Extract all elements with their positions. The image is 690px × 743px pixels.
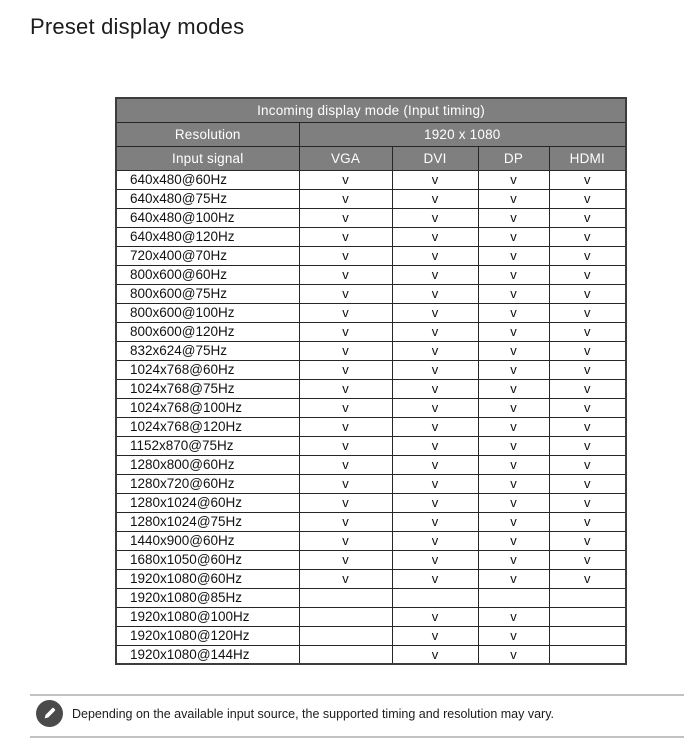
hdmi-support-cell: v xyxy=(549,474,626,493)
dvi-support-cell: v xyxy=(392,208,478,227)
mode-cell: 1024x768@120Hz xyxy=(116,417,299,436)
table-row xyxy=(116,493,626,512)
dp-support-cell: v xyxy=(478,398,549,417)
dp-support-cell: v xyxy=(478,246,549,265)
mode-cell: 800x600@100Hz xyxy=(116,303,299,322)
resolution-label: Resolution xyxy=(116,122,299,146)
table-row xyxy=(116,550,626,569)
dvi-support-cell: v xyxy=(392,189,478,208)
vga-support-cell xyxy=(299,626,392,645)
dvi-support-cell: v xyxy=(392,512,478,531)
preset-display-modes-table xyxy=(115,97,627,665)
dvi-support-cell: v xyxy=(392,170,478,189)
vga-support-cell: v xyxy=(299,531,392,550)
dvi-support-cell: v xyxy=(392,436,478,455)
dvi-support-cell: v xyxy=(392,550,478,569)
mode-cell: 1920x1080@100Hz xyxy=(116,607,299,626)
dvi-support-cell: v xyxy=(392,246,478,265)
dvi-support-cell: v xyxy=(392,569,478,588)
hdmi-support-cell: v xyxy=(549,246,626,265)
mode-cell: 1920x1080@60Hz xyxy=(116,569,299,588)
hdmi-support-cell: v xyxy=(549,493,626,512)
hdmi-support-cell xyxy=(549,645,626,664)
vga-support-cell: v xyxy=(299,417,392,436)
vga-support-cell: v xyxy=(299,341,392,360)
dvi-support-cell: v xyxy=(392,645,478,664)
column-header-dvi: DVI xyxy=(392,146,478,170)
page-title: Preset display modes xyxy=(30,14,245,39)
table-row xyxy=(116,227,626,246)
dp-support-cell: v xyxy=(478,284,549,303)
note-divider-top xyxy=(30,694,684,696)
mode-cell: 640x480@120Hz xyxy=(116,227,299,246)
dp-support-cell xyxy=(478,588,549,607)
table-row xyxy=(116,284,626,303)
dp-support-cell: v xyxy=(478,322,549,341)
vga-support-cell: v xyxy=(299,246,392,265)
dvi-support-cell: v xyxy=(392,474,478,493)
hdmi-support-cell: v xyxy=(549,208,626,227)
dvi-support-cell: v xyxy=(392,626,478,645)
mode-cell: 1024x768@60Hz xyxy=(116,360,299,379)
mode-cell: 832x624@75Hz xyxy=(116,341,299,360)
mode-cell: 640x480@100Hz xyxy=(116,208,299,227)
dvi-support-cell: v xyxy=(392,341,478,360)
hdmi-support-cell: v xyxy=(549,550,626,569)
mode-cell: 1280x1024@75Hz xyxy=(116,512,299,531)
table-body xyxy=(116,170,626,664)
dp-support-cell: v xyxy=(478,189,549,208)
hdmi-support-cell: v xyxy=(549,322,626,341)
dp-support-cell: v xyxy=(478,170,549,189)
table-row xyxy=(116,417,626,436)
dp-support-cell: v xyxy=(478,379,549,398)
dvi-support-cell: v xyxy=(392,322,478,341)
dp-support-cell: v xyxy=(478,550,549,569)
table-row xyxy=(116,569,626,588)
resolution-value: 1920 x 1080 xyxy=(299,122,626,146)
hdmi-support-cell: v xyxy=(549,265,626,284)
dp-support-cell: v xyxy=(478,645,549,664)
table-title: Incoming display mode (Input timing) xyxy=(116,98,626,122)
mode-cell: 1280x720@60Hz xyxy=(116,474,299,493)
hdmi-support-cell: v xyxy=(549,398,626,417)
note-pencil-icon xyxy=(36,700,63,727)
hdmi-support-cell: v xyxy=(549,569,626,588)
table-row xyxy=(116,398,626,417)
mode-cell: 640x480@75Hz xyxy=(116,189,299,208)
vga-support-cell: v xyxy=(299,474,392,493)
vga-support-cell: v xyxy=(299,455,392,474)
dp-support-cell: v xyxy=(478,607,549,626)
dp-support-cell: v xyxy=(478,474,549,493)
vga-support-cell: v xyxy=(299,284,392,303)
mode-cell: 1440x900@60Hz xyxy=(116,531,299,550)
column-header-dp: DP xyxy=(478,146,549,170)
vga-support-cell: v xyxy=(299,360,392,379)
vga-support-cell: v xyxy=(299,398,392,417)
dvi-support-cell: v xyxy=(392,227,478,246)
input-signal-label: Input signal xyxy=(116,146,299,170)
dvi-support-cell: v xyxy=(392,265,478,284)
table-row xyxy=(116,379,626,398)
hdmi-support-cell: v xyxy=(549,360,626,379)
dvi-support-cell: v xyxy=(392,607,478,626)
hdmi-support-cell: v xyxy=(549,512,626,531)
vga-support-cell xyxy=(299,588,392,607)
dvi-support-cell xyxy=(392,588,478,607)
dp-support-cell: v xyxy=(478,436,549,455)
mode-cell: 1680x1050@60Hz xyxy=(116,550,299,569)
vga-support-cell: v xyxy=(299,379,392,398)
dp-support-cell: v xyxy=(478,531,549,550)
hdmi-support-cell: v xyxy=(549,341,626,360)
dvi-support-cell: v xyxy=(392,303,478,322)
hdmi-support-cell: v xyxy=(549,436,626,455)
note-divider-bottom xyxy=(30,736,684,738)
mode-cell: 1280x1024@60Hz xyxy=(116,493,299,512)
vga-support-cell xyxy=(299,645,392,664)
dp-support-cell: v xyxy=(478,569,549,588)
vga-support-cell: v xyxy=(299,512,392,531)
mode-cell: 800x600@60Hz xyxy=(116,265,299,284)
table-row xyxy=(116,512,626,531)
vga-support-cell: v xyxy=(299,322,392,341)
mode-cell: 1920x1080@144Hz xyxy=(116,645,299,664)
mode-cell: 720x400@70Hz xyxy=(116,246,299,265)
table-row xyxy=(116,474,626,493)
column-header-vga: VGA xyxy=(299,146,392,170)
dvi-support-cell: v xyxy=(392,284,478,303)
column-header-hdmi: HDMI xyxy=(549,146,626,170)
mode-cell: 800x600@120Hz xyxy=(116,322,299,341)
vga-support-cell: v xyxy=(299,303,392,322)
column-headers-row xyxy=(116,146,626,170)
vga-support-cell: v xyxy=(299,550,392,569)
mode-cell: 1920x1080@120Hz xyxy=(116,626,299,645)
vga-support-cell: v xyxy=(299,436,392,455)
mode-cell: 1920x1080@85Hz xyxy=(116,588,299,607)
table-row xyxy=(116,607,626,626)
mode-cell: 800x600@75Hz xyxy=(116,284,299,303)
table-header xyxy=(116,98,626,170)
hdmi-support-cell: v xyxy=(549,455,626,474)
dp-support-cell: v xyxy=(478,208,549,227)
dp-support-cell: v xyxy=(478,341,549,360)
dvi-support-cell: v xyxy=(392,379,478,398)
hdmi-support-cell: v xyxy=(549,170,626,189)
dp-support-cell: v xyxy=(478,455,549,474)
resolution-row xyxy=(116,122,626,146)
table-row xyxy=(116,208,626,227)
table-row xyxy=(116,588,626,607)
hdmi-support-cell: v xyxy=(549,379,626,398)
dp-support-cell: v xyxy=(478,493,549,512)
table-row xyxy=(116,189,626,208)
table-row xyxy=(116,341,626,360)
table-row xyxy=(116,246,626,265)
hdmi-support-cell: v xyxy=(549,227,626,246)
vga-support-cell: v xyxy=(299,265,392,284)
table-row xyxy=(116,531,626,550)
table-row xyxy=(116,455,626,474)
dp-support-cell: v xyxy=(478,265,549,284)
dp-support-cell: v xyxy=(478,417,549,436)
hdmi-support-cell: v xyxy=(549,284,626,303)
hdmi-support-cell xyxy=(549,626,626,645)
table-row xyxy=(116,170,626,189)
dvi-support-cell: v xyxy=(392,455,478,474)
vga-support-cell: v xyxy=(299,189,392,208)
mode-cell: 1152x870@75Hz xyxy=(116,436,299,455)
vga-support-cell: v xyxy=(299,493,392,512)
mode-cell: 1024x768@75Hz xyxy=(116,379,299,398)
table-row xyxy=(116,436,626,455)
dp-support-cell: v xyxy=(478,303,549,322)
dvi-support-cell: v xyxy=(392,360,478,379)
hdmi-support-cell: v xyxy=(549,417,626,436)
hdmi-support-cell: v xyxy=(549,189,626,208)
hdmi-support-cell xyxy=(549,607,626,626)
mode-cell: 1280x800@60Hz xyxy=(116,455,299,474)
dvi-support-cell: v xyxy=(392,531,478,550)
table-title-row xyxy=(116,98,626,122)
table-row xyxy=(116,322,626,341)
dvi-support-cell: v xyxy=(392,398,478,417)
note-text: Depending on the available input source, the supported timing and resolution may vary. xyxy=(72,706,555,721)
vga-support-cell: v xyxy=(299,208,392,227)
dp-support-cell: v xyxy=(478,227,549,246)
vga-support-cell: v xyxy=(299,170,392,189)
table-row xyxy=(116,303,626,322)
vga-support-cell: v xyxy=(299,227,392,246)
table-row xyxy=(116,360,626,379)
vga-support-cell: v xyxy=(299,569,392,588)
table-row xyxy=(116,265,626,284)
hdmi-support-cell: v xyxy=(549,303,626,322)
hdmi-support-cell: v xyxy=(549,531,626,550)
table-row xyxy=(116,645,626,664)
dp-support-cell: v xyxy=(478,360,549,379)
mode-cell: 1024x768@100Hz xyxy=(116,398,299,417)
mode-cell: 640x480@60Hz xyxy=(116,170,299,189)
vga-support-cell xyxy=(299,607,392,626)
dvi-support-cell: v xyxy=(392,417,478,436)
dp-support-cell: v xyxy=(478,512,549,531)
hdmi-support-cell xyxy=(549,588,626,607)
dp-support-cell: v xyxy=(478,626,549,645)
table-row xyxy=(116,626,626,645)
note xyxy=(36,700,666,727)
dvi-support-cell: v xyxy=(392,493,478,512)
